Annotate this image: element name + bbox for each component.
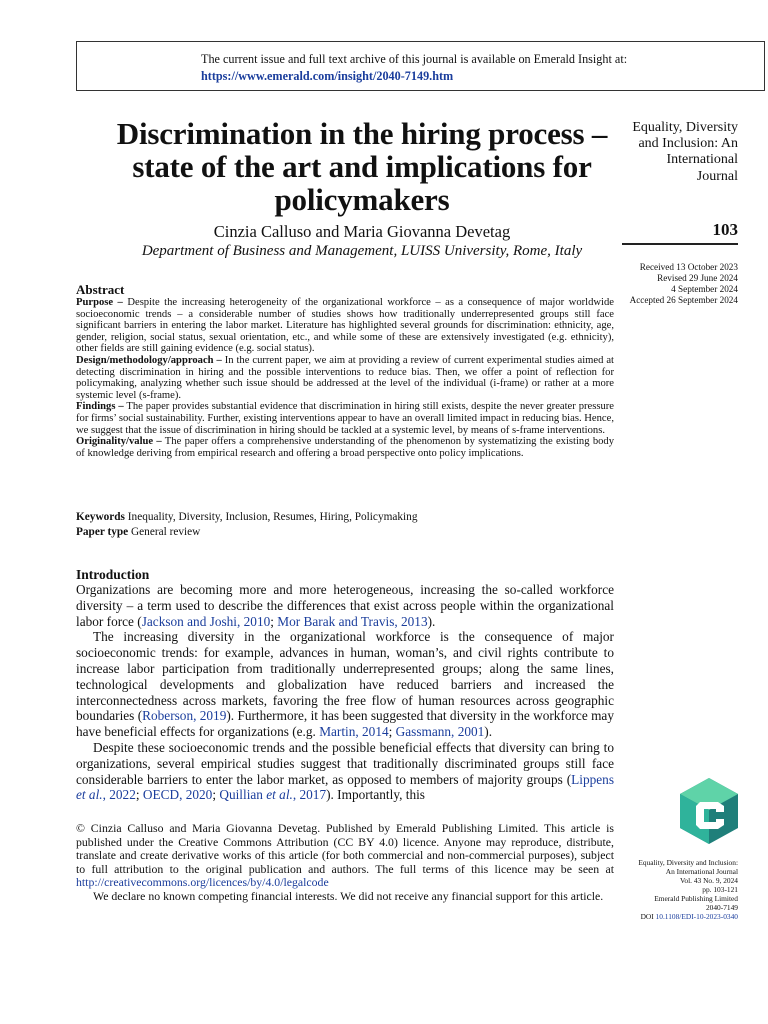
journal-logo-icon bbox=[678, 776, 740, 846]
article-dates bbox=[600, 262, 738, 306]
article-authors: Cinzia Calluso and Maria Giovanna Devetag bbox=[213, 222, 511, 241]
received-date: Received 13 October 2023 bbox=[639, 262, 738, 272]
citation-link[interactable]: Quillian et al., 2017 bbox=[219, 787, 327, 803]
citation-link[interactable]: OECD, 2020 bbox=[142, 787, 213, 803]
citation-link[interactable]: Gassmann, 2001 bbox=[395, 724, 485, 740]
citation-link[interactable]: Jackson and Joshi, 2010 bbox=[141, 613, 271, 629]
abstract-design: Design/methodology/approach – In the current paper, we aim at providing a review of current experimental studies aimed at detecting discrimination in hiring and the possible interventions to reduce bias. Then, we offer a point of reflection for policymaking, analyzing whether such issue should be addressed at the level of the individual (i-frame) or rather at a more systemic level (s-frame). bbox=[76, 354, 614, 401]
abstract-purpose: Purpose – Despite the increasing heterogeneity of the organizational workforce – as a consequence of major worldwide socioeconomic trends – a considerable number of studies shows how traditionally underrepresented groups still face significant barriers in entering the labor market. Literature has highlighted several grounds for discrimination: ethnicity, age, gender, religion, social status, sexual orientation, etc., and while some of these are extensively investigated (e.g. ethnicity), other fields are still gaining evidence (e.g. social status). bbox=[76, 297, 614, 355]
journal-name: Equality, Diversity and Inclusion: An International Journal bbox=[632, 120, 738, 184]
citation-link[interactable]: Martin, 2014 bbox=[319, 724, 389, 740]
publication-info: Equality, Diversity and Inclusion: An International Journal Vol. 43 No. 9, 2024 pp. 103-121 Emerald Publishing Limited 2040-7149 DOI 10.1108/EDI-10-2023-0340 bbox=[608, 858, 738, 921]
intro-paragraph-2: The increasing diversity in the organizational workforce is the consequence of major socioeconomic trends: for example, advances in human, woman’s, and civil rights contribute to increase labor participation from traditionally underrepresented groups; along the same lines, technological developments and globalization have reduced barriers and increased the interconnectedness across markets, favoring the free flow of human resources across geographic boundaries (Roberson, 2019). Furthermore, it has been suggested that diversity in the workforce may have beneficial effects for organizations (e.g. Martin, 2014; Gassmann, 2001). bbox=[76, 629, 614, 740]
citation-link[interactable]: Lippens et al., 2022 bbox=[76, 771, 614, 803]
keywords-block bbox=[76, 510, 616, 540]
citation-link[interactable]: Mor Barak and Travis, 2013 bbox=[277, 613, 428, 629]
article-title: Discrimination in the hiring process – state of the art and implications for policymakers bbox=[116, 116, 608, 217]
abstract-body bbox=[76, 297, 614, 459]
abstract-originality: Originality/value – The paper offers a comprehensive understanding of the phenomenon by systematizing the existing body of knowledge deriving from empirical research and offering a broad perspective onto policy implications. bbox=[76, 436, 615, 459]
journal-access-box bbox=[76, 41, 765, 91]
intro-paragraph-3: Despite these socioeconomic trends and the possible beneficial effects that diversity can bring to organizations, several empirical studies suggest that traditionally discriminated groups still face considerable barriers to enter the labor market, as opposed to members of majority groups (Lippens et al., 2022; OECD, 2020; Quillian et al., 2017). Importantly, this bbox=[76, 739, 614, 803]
doi: DOI 10.1108/EDI-10-2023-0340 bbox=[640, 912, 738, 921]
intro-paragraph-1: Organizations are becoming more and more heterogeneous, increasing the so-called workforce diversity – a term used to describe the differences that exist across people within the organizational labor force (Jackson and Joshi, 2010; Mor Barak and Travis, 2013). bbox=[76, 582, 614, 629]
accepted-date: Accepted 26 September 2024 bbox=[629, 295, 738, 305]
author-affiliation: Department of Business and Management, LUISS University, Rome, Italy bbox=[141, 243, 583, 259]
divider bbox=[622, 243, 738, 245]
license-link[interactable]: http://creativecommons.org/licences/by/4.0/legalcode bbox=[76, 875, 329, 890]
doi-link[interactable]: 10.1108/EDI-10-2023-0340 bbox=[655, 912, 738, 921]
revised-date: Revised 29 June 2024 bbox=[657, 273, 738, 283]
abstract-findings: Findings – The paper provides substantial evidence that discrimination in hiring still exists, despite the never greater pressure for firms’ social sustainability. Further, existing interventions appear to have an overall limited impact in reducing bias. Hence, we suggest that the issue of discrimination in hiring should be tackled at a systemic level, by means of s-frame interventions. bbox=[76, 401, 614, 436]
keywords: Keywords Inequality, Diversity, Inclusion, Resumes, Hiring, Policymaking bbox=[76, 511, 418, 523]
journal-url-link[interactable]: https://www.emerald.com/insight/2040-7149.htm bbox=[201, 69, 454, 83]
page-number: 103 bbox=[712, 220, 738, 239]
introduction-heading: Introduction bbox=[76, 567, 150, 582]
license-text: © Cinzia Calluso and Maria Giovanna Devetag. Published by Emerald Publishing Limited. This article is published under the Creative Commons Attribution (CC BY 4.0) licence. Anyone may reproduce, distribute, translate and create derivative works of this article (for both commercial and non-commercial purposes), subject to full attribution to the original publication and authors. The full terms of this licence may be seen at http://creativecommons.org/licences/by/4.0/legalcode bbox=[76, 821, 614, 890]
funding-statement: We declare no known competing financial interests. We did not receive any financial support for this article. bbox=[93, 888, 604, 903]
introduction-body bbox=[76, 582, 614, 803]
access-note: The current issue and full text archive of this journal is available on Emerald Insight at: bbox=[201, 52, 628, 66]
citation-link[interactable]: Roberson, 2019 bbox=[142, 708, 227, 724]
abstract-heading: Abstract bbox=[76, 282, 125, 297]
paper-type: Paper type General review bbox=[76, 526, 201, 538]
license-footnote bbox=[76, 822, 614, 904]
revised-date-2: 4 September 2024 bbox=[671, 284, 738, 294]
